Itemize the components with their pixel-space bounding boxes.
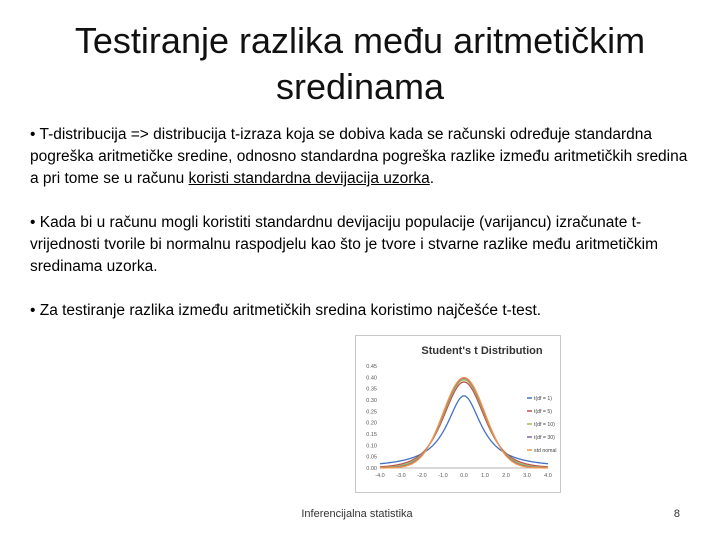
x-tick-label: -3.0 (396, 473, 406, 479)
chart-curves (380, 378, 548, 468)
footer-label: Inferencijalna statistika (301, 508, 413, 520)
x-tick-label: 0.0 (460, 473, 468, 479)
bullet-1-underlined: koristi standardna devijacija uzorka (188, 170, 430, 187)
x-tick-label: 3.0 (523, 473, 531, 479)
bullet-t-distribution (30, 124, 695, 190)
series-line (380, 380, 548, 468)
series-line (380, 378, 548, 468)
y-tick-label: 0.10 (366, 443, 377, 450)
bullet-list (30, 124, 695, 344)
x-tick-label: 1.0 (481, 473, 489, 479)
y-tick-label: 0.30 (366, 398, 377, 404)
legend-entry: t(df = 30) (534, 435, 555, 441)
y-tick-label: 0.25 (366, 409, 377, 416)
legend-entry: std nomal (534, 448, 557, 454)
t-distribution-chart (355, 335, 561, 493)
legend-entry: t(df = 1) (534, 396, 553, 402)
x-tick-label: -1.0 (438, 473, 448, 479)
y-tick-label: 0.35 (366, 386, 377, 393)
legend-entry: t(df = 5) (534, 409, 553, 415)
chart-title: Student's t Distribution (421, 345, 543, 357)
series-line (380, 378, 548, 468)
x-tick-label: 4.0 (544, 473, 552, 479)
x-tick-label: -4.0 (375, 473, 385, 479)
y-tick-label: 0.40 (366, 375, 377, 382)
legend-entry: t(df = 10) (534, 422, 555, 428)
bullet-t-test (30, 300, 695, 322)
bullet-1-end: . (429, 170, 435, 187)
y-tick-label: 0.20 (366, 420, 377, 427)
page-number: 8 (673, 508, 680, 520)
series-line (380, 382, 548, 467)
x-tick-label: 2.0 (502, 473, 510, 479)
y-tick-label: 0.05 (366, 454, 377, 461)
bullet-1-text: • T-distribucija => distribucija t-izraza koja se dobiva kada se računski određuje standardna pogreška aritmetičke sredine, odnosno standardna pogreška razlike između aritmetičkih sredina a pri tome se u računu (30, 126, 688, 187)
x-tick-label: -2.0 (417, 473, 427, 479)
y-tick-label: 0.15 (366, 432, 377, 438)
slide-title-line1: Testiranje razlika među aritmetičkim (74, 20, 646, 61)
chart-legend (527, 396, 557, 454)
bullet-3-text: • Za testiranje razlika između aritmetičkih sredina koristimo najčešće t-test. (30, 302, 542, 319)
chart-svg (356, 336, 560, 492)
y-tick-label: 0.00 (366, 466, 377, 472)
series-line (380, 396, 548, 464)
bullet-population-sd (30, 212, 695, 278)
bullet-2-text: • Kada bi u računu mogli koristiti standardnu devijaciju populacije (varijancu) izračunate t-vrijednosti tvorile bi normalnu raspodjelu kao što je tvore i stvarne razlike među aritmetičkim sredinama uzorka. (30, 214, 659, 275)
y-tick-label: 0.45 (366, 364, 377, 370)
slide-title (40, 18, 680, 110)
slide-title-line2: sredinama (275, 66, 445, 107)
